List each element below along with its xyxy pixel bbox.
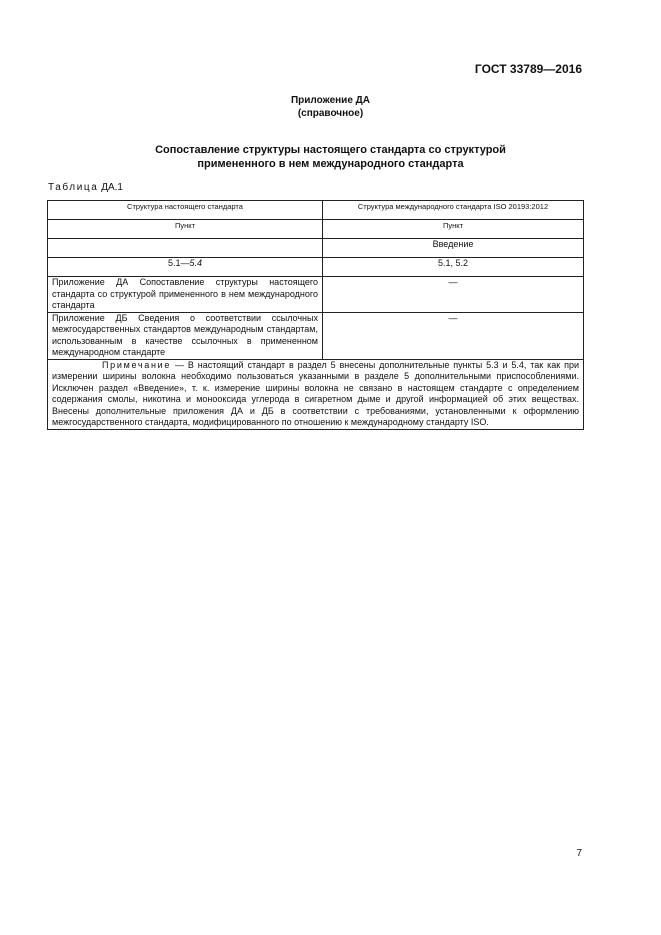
table-cell-right: — [323, 277, 584, 313]
table-caption-label: Таблица [48, 182, 99, 193]
table-caption-number: ДА.1 [98, 182, 123, 193]
table-row [48, 258, 584, 277]
table-cell-left: Приложение ДА Сопоставление структуры настоящего стандарта со структурой примененного в нем международного стандарта [48, 277, 323, 313]
col2-header: Структура международного стандарта ISO 20193:2012 [323, 201, 584, 220]
section-heading [0, 143, 661, 171]
table-note-row [48, 359, 584, 430]
col2-subheader: Пункт [323, 220, 584, 239]
table-cell-right: — [323, 312, 584, 359]
col1-header: Структура настоящего стандарта [48, 201, 323, 220]
table-cell-left [48, 239, 323, 258]
table-note [48, 359, 584, 430]
table-row [48, 312, 584, 359]
note-text: — В настоящий стандарт в раздел 5 внесены дополнительные пункты 5.3 и 5.4, так как при измерении ширины волокна необходимо пользоваться указанными в разделе 5 дополнительными приспособлениями. Исключен раздел «Введение», т. к. измерение ширины волокна не связано в настоящем стандарте с определением содержания смолы, никотина и монооксида углерода в сигаретном дыме и другой информацией об этих веществах. Внесены дополнительные приложения ДА и ДБ в соответствии с требованиями, установленными к оформлению межгосударственного стандарта, модифицированного по отношению к международному стандарту ISO. [52, 359, 579, 428]
comparison-table [47, 200, 584, 430]
table-cell-left: Приложение ДБ Сведения о соответствии ссылочных межгосударственных стандартов международным стандартам, использованным в качестве ссылочных в примененном международном стандарте [48, 312, 323, 359]
section-heading-line1: Сопоставление структуры настоящего стандарта со структурой [155, 144, 506, 156]
annex-title: Приложение ДА [290, 95, 371, 106]
table-cell-left [48, 258, 323, 277]
table-cell-right: Введение [323, 239, 584, 258]
annex-heading [0, 94, 661, 120]
clause-range-end: 5.4 [189, 258, 203, 268]
table-header-row [48, 201, 584, 220]
clause-range-start: 5.1— [167, 258, 190, 268]
section-heading-line2: примененного в нем международного стандарта [197, 158, 464, 170]
col1-subheader: Пункт [48, 220, 323, 239]
table-row [48, 239, 584, 258]
table-subheader-row [48, 220, 584, 239]
table-caption [48, 182, 123, 193]
standard-code: ГОСТ 33789—2016 [474, 62, 582, 76]
page-number: 7 [576, 848, 582, 859]
annex-subtitle: (справочное) [297, 108, 364, 119]
table-cell-right: 5.1, 5.2 [323, 258, 584, 277]
note-label: Примечание [102, 359, 172, 370]
table-row [48, 277, 584, 313]
